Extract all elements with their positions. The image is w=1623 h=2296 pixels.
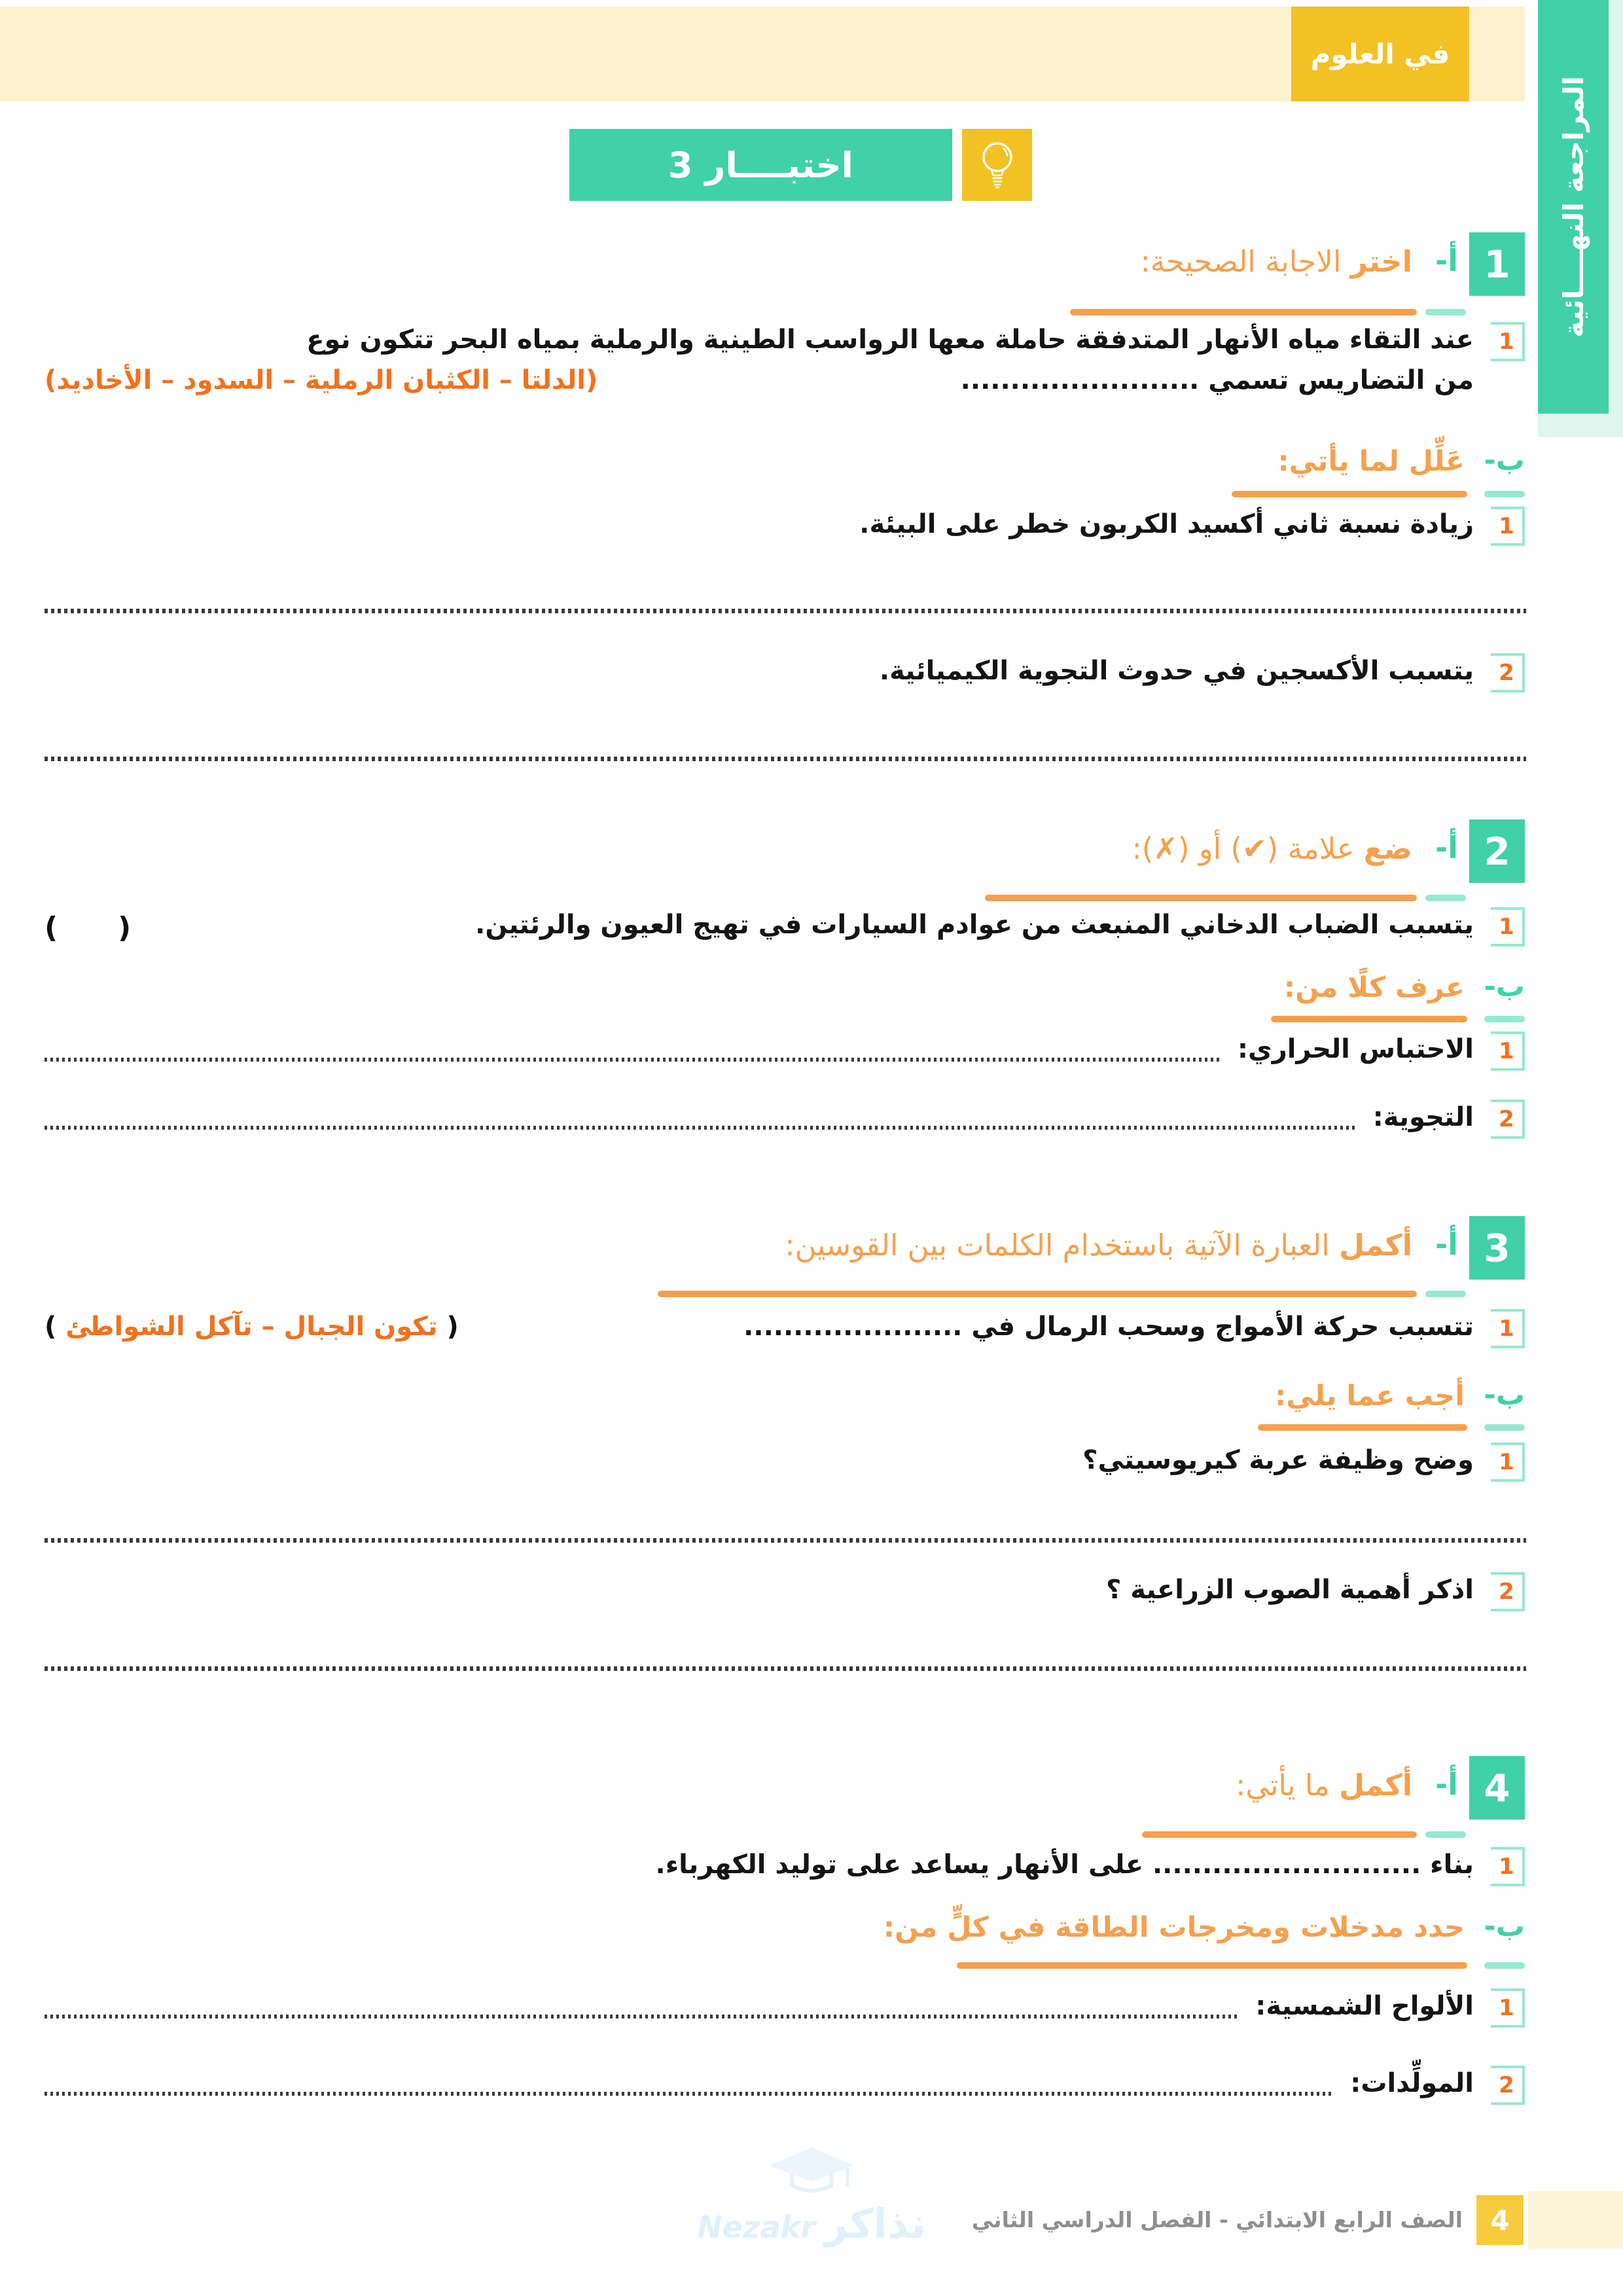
question-1-part-a-title [1141, 244, 1412, 279]
q1-title-bold: اختر [1350, 244, 1412, 279]
orange-underline [658, 1291, 1417, 1297]
q1-part-b-item-1 [45, 504, 1525, 546]
q3-title-bold: أكمل [1339, 1228, 1412, 1263]
q1-part-b-item-1-text: زيادة نسبة ثاني أكسيد الكربون خطر على البيئة. [859, 509, 1474, 539]
q3-part-b-item-1-text: وضح وظيفة عربة كيريوسيتي؟ [1082, 1445, 1474, 1475]
answer-dotted-line [45, 609, 1526, 613]
watermark-arabic: نذاكر [824, 2200, 926, 2248]
q3-part-b-item-2-text: اذكر أهمية الصوب الزراعية ؟ [1106, 1575, 1474, 1605]
question-4-part-b-header [45, 1903, 1525, 1956]
test-title-badge: اختبــــار 3 [569, 129, 952, 201]
q2-part-b-item-2 [45, 1097, 1525, 1139]
question-3-part-a-letter: أ- [1435, 1227, 1458, 1262]
answer-dotted-fill [45, 1058, 1221, 1062]
q3-item-1 [45, 1306, 1525, 1348]
question-3-part-b-header [45, 1372, 1525, 1424]
side-tab-label: المراجعة النهــــائية [1557, 76, 1590, 338]
subject-badge: في العلوم [1291, 7, 1469, 101]
question-3-header [45, 1216, 1525, 1282]
q2-item-1-answer-brackets: ( ) [45, 911, 132, 944]
q1-item-1 [45, 319, 1525, 401]
q4-title-bold: أكمل [1339, 1768, 1412, 1803]
q3-part-b-item-1 [45, 1440, 1525, 1482]
question-2-part-a-letter: أ- [1435, 830, 1458, 865]
q3-part-b-title: أجب عما يلي: [1275, 1380, 1465, 1412]
options-text: تكون الجبال – تآكل الشواطئ [56, 1312, 447, 1342]
orange-underline [1258, 1424, 1467, 1431]
watermark-latin: Nezakr [697, 2210, 815, 2245]
q1-part-b-item-2 [45, 651, 1525, 692]
paren-open: ( [446, 1312, 459, 1342]
question-3-number: 3 [1469, 1216, 1525, 1280]
graduation-cap-icon [762, 2144, 861, 2200]
q2-part-b-title: عرف كلًا من: [1283, 971, 1465, 1004]
q1-item-1-line1: عند التقاء مياه الأنهار المتدفقة حاملة معها الرواسب الطينية والرملية بمياه البحر تتكون نوع [306, 325, 1474, 355]
item-number-box: 2 [1491, 2066, 1525, 2105]
item-number-box: 2 [1491, 1572, 1525, 1611]
q2-part-b-letter: ب- [1484, 970, 1525, 1003]
question-4-part-a-title [1236, 1768, 1412, 1803]
q3-item-1-text: تتسبب حركة الأمواج وسحب الرمال في ...................... [743, 1312, 1474, 1342]
q4-title-rest: ما يأتي: [1236, 1768, 1330, 1803]
answer-dotted-line [45, 1538, 1526, 1543]
q4-part-b-item-2-label: المولِّدات: [1350, 2068, 1474, 2098]
footer-accent-strip [1528, 2191, 1623, 2249]
orange-underline [1070, 309, 1417, 315]
paren-close: ) [45, 1312, 57, 1342]
question-4-part-a-letter: أ- [1435, 1767, 1458, 1802]
item-number-box: 1 [1491, 1847, 1525, 1886]
q1-item-1-line2: من التضاريس تسمي ........................ [960, 365, 1474, 395]
item-number-box: 1 [1491, 1443, 1525, 1482]
mint-underline [1425, 1831, 1466, 1838]
item-number-box: 1 [1491, 1309, 1525, 1348]
q2-title-bold: ضع [1363, 831, 1412, 866]
watermark [628, 2144, 995, 2248]
q1-part-b-title: عَلِّل لما يأتي: [1277, 445, 1465, 478]
question-1-part-b-header [45, 437, 1525, 490]
item-number-box: 1 [1491, 1031, 1525, 1071]
q3-title-rest: العبارة الآتية باستخدام الكلمات بين القوسين: [785, 1228, 1330, 1263]
q4-part-b-item-1 [45, 1986, 1525, 2028]
mint-underline [1484, 1962, 1525, 1969]
q3-item-1-options [45, 1306, 459, 1347]
question-1-number: 1 [1469, 232, 1525, 296]
orange-underline [957, 1962, 1467, 1969]
answer-dotted-line [45, 757, 1526, 761]
item-number-box: 1 [1491, 322, 1525, 361]
q1-title-rest: الاجابة الصحيحة: [1140, 244, 1342, 279]
q2-part-b-item-2-label: التجوية: [1372, 1102, 1474, 1132]
item-number-box: 1 [1491, 907, 1525, 946]
q1-item-1-options: (الدلتا – الكثبان الرملية – السدود – الأخاديد) [45, 365, 598, 395]
mint-underline [1484, 1016, 1525, 1022]
question-2-number: 2 [1469, 819, 1525, 883]
mint-underline [1484, 491, 1525, 497]
item-number-box: 2 [1491, 653, 1525, 692]
q1-part-b-letter: ب- [1484, 444, 1525, 477]
orange-underline [1232, 491, 1467, 497]
q2-item-1-text: يتسبب الضباب الدخاني المنبعث من عوادم السيارات في تهيج العيون والرئتين. [475, 910, 1474, 940]
q1-part-b-item-2-text: يتسبب الأكسجين في حدوث التجوية الكيميائية. [879, 656, 1474, 686]
q4-part-b-letter: ب- [1484, 1910, 1525, 1943]
page-number-badge: 4 [1476, 2195, 1524, 2245]
footer-text: الصف الرابع الابتدائي - الفصل الدراسي الثاني [971, 2207, 1463, 2233]
q4-part-b-item-1-label: الألواح الشمسية: [1255, 1991, 1474, 2021]
answer-dotted-line [45, 1666, 1526, 1671]
question-2-part-a-title [1132, 831, 1412, 866]
orange-underline [985, 895, 1417, 901]
answer-dotted-fill [45, 1126, 1356, 1130]
q2-item-1 [45, 905, 1525, 950]
q4-part-b-title: حدد مدخلات ومخرجات الطاقة في كلٍّ من: [883, 1911, 1465, 1944]
question-1-header [45, 232, 1525, 298]
lightbulb-icon [962, 129, 1032, 201]
question-4-number: 4 [1469, 1756, 1525, 1820]
orange-underline [1271, 1016, 1467, 1022]
item-number-box: 1 [1491, 1988, 1525, 2028]
question-2-part-b-header [45, 963, 1525, 1016]
q2-part-b-item-1 [45, 1029, 1525, 1071]
q2-part-b-item-1-label: الاحتباس الحراري: [1238, 1034, 1474, 1064]
mint-underline [1425, 895, 1466, 901]
question-3-part-a-title [785, 1228, 1412, 1263]
q4-item-1-text: بناء ........................... على الأنهار يساعد على توليد الكهرباء. [655, 1850, 1474, 1880]
item-number-box: 2 [1491, 1100, 1525, 1139]
answer-dotted-fill [45, 2015, 1238, 2018]
q4-part-b-item-2 [45, 2063, 1525, 2105]
q4-item-1 [45, 1844, 1525, 1886]
mint-underline [1484, 1424, 1525, 1431]
orange-underline [1142, 1831, 1417, 1838]
answer-dotted-fill [45, 2092, 1333, 2096]
q3-part-b-letter: ب- [1484, 1378, 1525, 1412]
mint-underline [1425, 1291, 1466, 1297]
question-2-header [45, 819, 1525, 885]
question-4-header [45, 1756, 1525, 1821]
q2-title-rest: علامة (✔) أو (✗): [1132, 831, 1355, 866]
side-tab [1538, 0, 1609, 414]
q3-part-b-item-2 [45, 1570, 1525, 1611]
q1-item-1-text [45, 319, 1474, 401]
question-1-part-a-letter: أ- [1435, 243, 1458, 278]
mint-underline [1425, 309, 1466, 315]
item-number-box: 1 [1491, 507, 1525, 546]
